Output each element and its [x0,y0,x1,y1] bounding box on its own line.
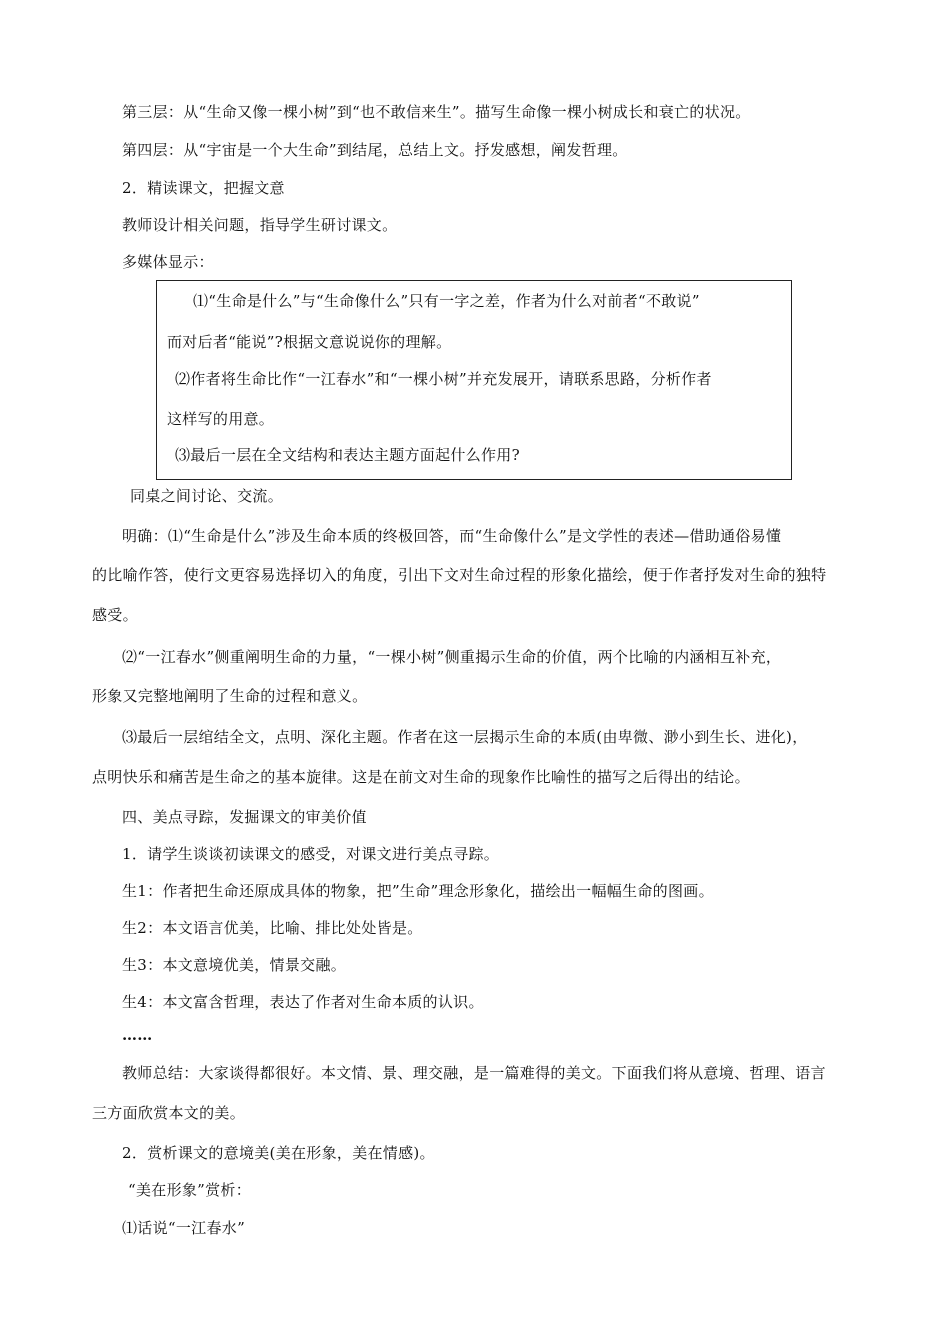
paragraph-teacher-design: 教师设计相关问题，指导学生研讨课文。 [122,216,398,234]
appreciation-heading: 2．赏析课文的意境美(美在形象，美在情感)。 [122,1144,435,1162]
question-two-line-two: 这样写的用意。 [167,410,275,428]
clarify-line-4: ⑵“一江春水”侧重阐明生命的力量，“一棵小树”侧重揭示生命的价值，两个比喻的内涵相互补充， [122,648,782,666]
image-beauty-label: “美在形象”赏析： [128,1181,252,1199]
teacher-summary-line-1: 教师总结：大家谈得都很好。本文情、景、理交融，是一篇难得的美文。下面我们将从意境、哲理、语言 [122,1064,826,1082]
section-four-item-1: 1．请学生谈谈初读课文的感受，对课文进行美点寻踪。 [122,845,500,863]
clarify-line-3: 感受。 [92,606,138,624]
paragraph-layer-three: 第三层：从“生命又像一棵小树”到“也不敢信来生”。描写生命像一棵小树成长和衰亡的状况。 [122,103,751,121]
heading-close-reading: 2．精读课文，把握文意 [122,179,285,197]
student-answer-1: 生1：作者把生命还原成具体的物象，把”生命”理念形象化，描绘出一幅幅生命的图画。 [122,882,714,900]
ellipsis: …… [122,1026,153,1044]
question-two-line-one: ⑵作者将生命比作“一江春水”和“一棵小树”并充发展开，请联系思路，分析作者 [175,370,712,388]
paragraph-discussion: 同桌之间讨论、交流。 [130,487,284,505]
clarify-line-2: 的比喻作答，使行文更容易选择切入的角度，引出下文对生命过程的形象化描绘，便于作者抒发对生命的独特 [92,566,827,584]
student-answer-2: 生2：本文语言优美，比喻、排比处处皆是。 [122,919,423,937]
teacher-summary-line-2: 三方面欣赏本文的美。 [92,1104,246,1122]
clarify-line-1: 明确：⑴“生命是什么”涉及生命本质的终极回答，而“生命像什么”是文学性的表述—借助通俗易懂 [122,527,782,545]
clarify-line-7: 点明快乐和痛苦是生命之的基本旋律。这是在前文对生命的现象作比喻性的描写之后得出的结论。 [92,768,750,786]
question-one-line-two: 而对后者“能说”?根据文意说说你的理解。 [167,333,452,351]
paragraph-multimedia-label: 多媒体显示： [122,253,214,271]
section-four-heading: 四、美点寻踪，发掘课文的审美价值 [122,808,367,826]
multimedia-question-box [156,280,792,480]
paragraph-layer-four: 第四层：从“宇宙是一个大生命”到结尾，总结上文。抒发感想，阐发哲理。 [122,141,628,159]
clarify-line-6: ⑶最后一层绾结全文，点明、深化主题。作者在这一层揭示生命的本质(由卑微、渺小到生长、进化)， [122,728,808,746]
student-answer-3: 生3：本文意境优美，情景交融。 [122,956,347,974]
spring-water-item: ⑴话说“一江春水” [122,1219,246,1237]
student-answer-4: 生4：本文富含哲理，表达了作者对生命本质的认识。 [122,993,484,1011]
question-one-line-one: ⑴“生命是什么”与“生命像什么”只有一字之差，作者为什么对前者“不敢说” [193,292,700,310]
question-three: ⑶最后一层在全文结构和表达主题方面起什么作用? [175,446,520,464]
clarify-line-5: 形象又完整地阐明了生命的过程和意义。 [92,687,368,705]
